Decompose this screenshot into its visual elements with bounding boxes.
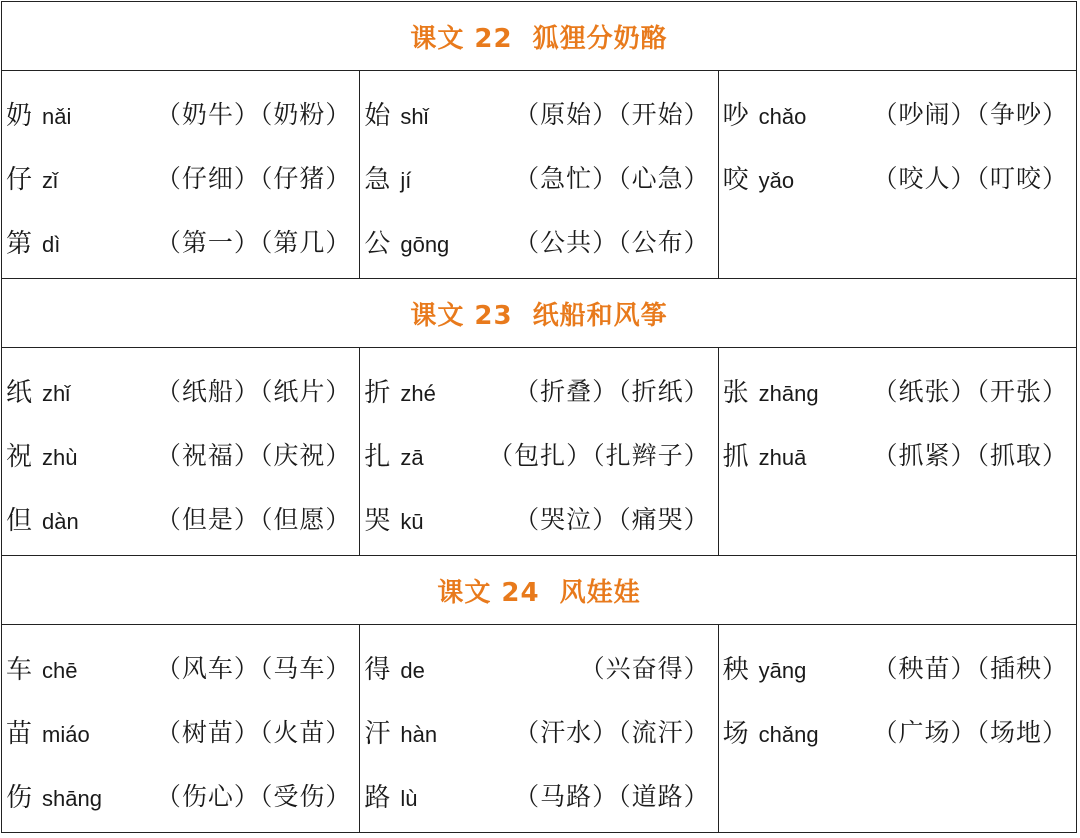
example-words: （吵闹）（争吵） <box>872 100 1068 129</box>
pinyin: kū <box>400 508 424 534</box>
character-entry <box>719 145 1076 209</box>
character-entry <box>719 699 1076 763</box>
character-column <box>719 625 1076 832</box>
pinyin: lù <box>400 785 418 811</box>
character-entry <box>360 209 717 273</box>
hanzi: 汗 <box>364 718 391 749</box>
character-entry <box>719 358 1076 422</box>
character-grid <box>2 348 1076 556</box>
pinyin: hàn <box>400 721 438 747</box>
character-column <box>360 625 718 832</box>
example-words: （折叠）（折纸） <box>514 377 710 406</box>
lesson-title: 课文 22 狐狸分奶酪 <box>410 23 668 54</box>
lesson-title-row <box>2 279 1076 348</box>
example-words: （广场）（场地） <box>872 718 1068 747</box>
character-head <box>6 372 70 409</box>
character-entry <box>2 358 359 422</box>
hanzi: 始 <box>364 100 391 131</box>
character-entry <box>2 145 359 209</box>
character-column <box>2 71 360 278</box>
character-entry <box>2 209 359 273</box>
pinyin: chǎng <box>758 721 819 747</box>
pinyin: zhāng <box>758 380 819 406</box>
example-words: （哭泣）（痛哭） <box>514 505 710 534</box>
example-words: （抓紧）（抓取） <box>872 441 1068 470</box>
character-head <box>364 436 423 473</box>
character-head <box>6 436 78 473</box>
hanzi: 但 <box>6 505 33 536</box>
character-entry <box>360 81 717 145</box>
hanzi: 车 <box>6 654 33 685</box>
character-entry <box>2 486 359 550</box>
pinyin: jí <box>400 167 412 193</box>
example-words: （伤心）（受伤） <box>155 782 352 811</box>
character-column <box>360 71 718 278</box>
example-words: （风车）（马车） <box>155 654 352 683</box>
character-head <box>6 777 102 814</box>
character-head <box>364 500 423 537</box>
pinyin: dàn <box>42 508 79 534</box>
lesson-title-row <box>2 556 1076 625</box>
pinyin: yāng <box>758 657 807 683</box>
hanzi: 得 <box>364 654 391 685</box>
hanzi: 祝 <box>6 441 33 472</box>
character-head <box>723 649 807 686</box>
character-head <box>6 649 78 686</box>
character-column <box>2 625 360 832</box>
character-head <box>364 223 449 260</box>
character-column <box>2 348 360 555</box>
character-entry <box>360 635 717 699</box>
lesson-title: 课文 23 纸船和风筝 <box>410 300 668 331</box>
character-head <box>364 777 417 814</box>
hanzi: 仔 <box>6 164 33 195</box>
pinyin: zā <box>400 444 424 470</box>
character-entry <box>719 81 1076 145</box>
hanzi: 苗 <box>6 718 33 749</box>
example-words: （奶牛）（奶粉） <box>155 100 352 129</box>
character-entry <box>719 422 1076 486</box>
character-entry <box>360 422 717 486</box>
character-entry <box>360 358 717 422</box>
lesson-section <box>2 556 1076 832</box>
hanzi: 伤 <box>6 782 33 813</box>
pinyin: zhǐ <box>42 380 71 406</box>
hanzi: 场 <box>722 718 749 749</box>
character-head <box>364 95 428 132</box>
pinyin: gōng <box>400 231 450 257</box>
hanzi: 吵 <box>722 100 749 131</box>
pinyin: zǐ <box>42 167 58 193</box>
character-head <box>6 159 58 196</box>
hanzi: 路 <box>364 782 391 813</box>
pinyin: zhuā <box>758 444 807 470</box>
character-head <box>723 436 807 473</box>
example-words: （兴奋得） <box>579 654 710 683</box>
character-head <box>364 159 411 196</box>
character-column <box>719 71 1076 278</box>
example-words: （急忙）（心急） <box>514 164 710 193</box>
character-entry <box>719 635 1076 699</box>
character-entry <box>360 145 717 209</box>
pinyin: chǎo <box>758 103 807 129</box>
example-words: （汗水）（流汗） <box>514 718 710 747</box>
hanzi: 折 <box>364 377 391 408</box>
example-words: （祝福）（庆祝） <box>155 441 352 470</box>
hanzi: 公 <box>364 228 391 259</box>
pinyin: dì <box>42 231 61 257</box>
hanzi: 急 <box>364 164 391 195</box>
hanzi: 秧 <box>722 654 749 685</box>
lesson-title: 课文 24 风娃娃 <box>437 577 641 608</box>
hanzi: 哭 <box>364 505 391 536</box>
example-words: （马路）（道路） <box>514 782 710 811</box>
character-head <box>6 223 60 260</box>
character-column <box>360 348 718 555</box>
character-head <box>723 159 795 196</box>
character-entry <box>360 699 717 763</box>
example-words: （纸张）（开张） <box>872 377 1068 406</box>
character-head <box>723 372 819 409</box>
vocabulary-table <box>1 1 1077 833</box>
character-grid <box>2 625 1076 832</box>
example-words: （仔细）（仔猪） <box>155 164 352 193</box>
example-words: （但是）（但愿） <box>155 505 352 534</box>
example-words: （包扎）（扎辫子） <box>488 441 710 470</box>
character-head <box>364 649 425 686</box>
character-entry <box>2 763 359 827</box>
character-head <box>723 95 807 132</box>
example-words: （咬人）（叮咬） <box>872 164 1068 193</box>
character-head <box>6 95 71 132</box>
character-head <box>364 372 436 409</box>
pinyin: zhù <box>42 444 78 470</box>
pinyin: nǎi <box>42 103 72 129</box>
character-entry <box>360 486 717 550</box>
example-words: （原始）（开始） <box>514 100 710 129</box>
character-entry <box>2 422 359 486</box>
character-head <box>6 500 79 537</box>
character-head <box>6 713 90 750</box>
character-head <box>364 713 437 750</box>
hanzi: 第 <box>6 228 33 259</box>
hanzi: 抓 <box>722 441 749 472</box>
pinyin: yǎo <box>758 167 795 193</box>
pinyin: miáo <box>42 721 90 747</box>
hanzi: 纸 <box>6 377 33 408</box>
character-column <box>719 348 1076 555</box>
hanzi: 奶 <box>6 100 33 131</box>
character-entry <box>2 699 359 763</box>
pinyin: chē <box>42 657 78 683</box>
character-head <box>723 713 819 750</box>
hanzi: 咬 <box>722 164 749 195</box>
lesson-title-row <box>2 2 1076 71</box>
character-entry <box>2 81 359 145</box>
example-words: （纸船）（纸片） <box>155 377 352 406</box>
pinyin: shǐ <box>400 103 429 129</box>
example-words: （公共）（公布） <box>514 228 710 257</box>
hanzi: 扎 <box>364 441 391 472</box>
character-grid <box>2 71 1076 279</box>
lesson-section <box>2 2 1076 279</box>
character-entry <box>360 763 717 827</box>
lesson-section <box>2 279 1076 556</box>
pinyin: de <box>400 657 425 683</box>
example-words: （第一）（第几） <box>155 228 352 257</box>
pinyin: zhé <box>400 380 436 406</box>
example-words: （秧苗）（插秧） <box>872 654 1068 683</box>
character-entry <box>2 635 359 699</box>
hanzi: 张 <box>722 377 749 408</box>
example-words: （树苗）（火苗） <box>155 718 352 747</box>
pinyin: shāng <box>42 785 102 811</box>
